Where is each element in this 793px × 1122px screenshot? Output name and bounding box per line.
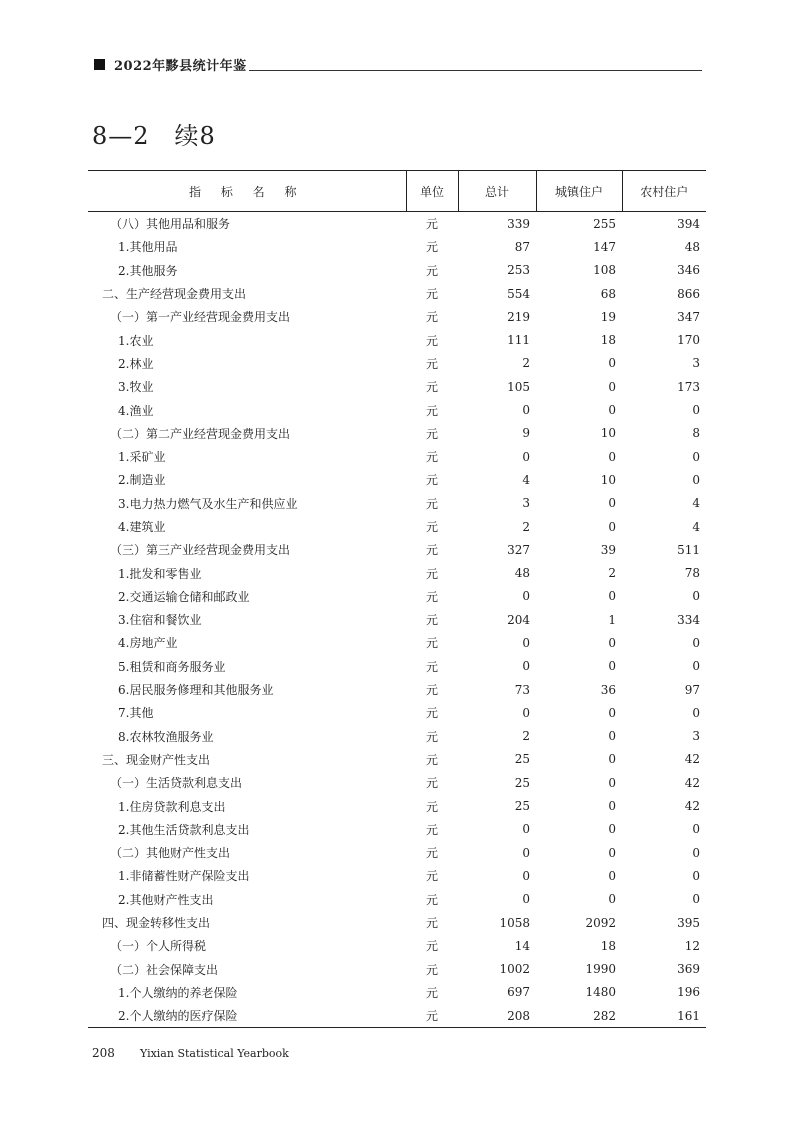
table-row <box>88 561 706 584</box>
row-name: 6.居民服务修理和其他服务业 <box>118 683 274 698</box>
row-name: （一）第一产业经营现金费用支出 <box>110 310 291 325</box>
table-row <box>88 422 706 445</box>
table-row <box>88 305 706 328</box>
row-urban: 0 <box>608 892 616 907</box>
table-row <box>88 608 706 631</box>
row-name: 2.其他财产性支出 <box>118 892 214 907</box>
table-row <box>88 259 706 282</box>
row-urban: 0 <box>608 705 616 720</box>
row-rural: 0 <box>692 635 700 650</box>
row-urban: 0 <box>608 403 616 418</box>
table-row <box>88 328 706 351</box>
row-unit: 元 <box>425 450 438 465</box>
row-urban: 10 <box>600 472 616 487</box>
row-total: 204 <box>507 612 530 627</box>
row-unit: 元 <box>425 310 438 325</box>
row-unit: 元 <box>425 776 438 791</box>
row-total: 2 <box>522 519 530 534</box>
table-row <box>88 282 706 305</box>
row-rural: 0 <box>692 449 700 464</box>
row-rural: 42 <box>684 775 700 790</box>
row-name: 1.采矿业 <box>118 450 166 465</box>
table-row <box>88 445 706 468</box>
row-total: 0 <box>522 845 530 860</box>
row-rural: 346 <box>677 263 700 278</box>
column-header-rural: 农村住户 <box>622 171 706 212</box>
row-name: 4.渔业 <box>118 403 154 418</box>
row-rural: 394 <box>677 216 700 231</box>
row-urban: 0 <box>608 356 616 371</box>
row-urban: 282 <box>536 1004 622 1028</box>
column-header-total: 总计 <box>458 171 536 212</box>
row-unit: 元 <box>425 846 438 861</box>
statistics-table <box>88 170 706 1028</box>
row-urban: 0 <box>608 519 616 534</box>
row-urban: 36 <box>600 682 616 697</box>
row-rural: 0 <box>692 403 700 418</box>
table-row <box>88 888 706 911</box>
row-total: 73 <box>514 682 530 697</box>
row-rural: 347 <box>677 309 700 324</box>
header-rule <box>249 70 702 71</box>
row-name: 2.制造业 <box>118 473 166 488</box>
footer-book-title: Yixian Statistical Yearbook <box>140 1047 289 1060</box>
row-rural: 0 <box>692 589 700 604</box>
row-total: 339 <box>507 216 530 231</box>
table-row <box>88 515 706 538</box>
row-rural: 170 <box>677 333 700 348</box>
table-row <box>88 655 706 678</box>
row-urban: 1 <box>608 612 616 627</box>
table-row <box>88 911 706 934</box>
row-unit: 元 <box>425 426 438 441</box>
row-total: 87 <box>514 239 530 254</box>
square-bullet-icon <box>94 59 105 70</box>
row-unit: 元 <box>425 869 438 884</box>
row-total: 0 <box>522 589 530 604</box>
row-rural: 0 <box>692 659 700 674</box>
column-header-urban: 城镇住户 <box>536 171 622 212</box>
row-rural: 97 <box>684 682 700 697</box>
page-header <box>92 54 702 78</box>
row-rural: 866 <box>677 286 700 301</box>
row-name: （三）第三产业经营现金费用支出 <box>110 543 291 558</box>
table-row <box>88 1004 706 1028</box>
row-rural: 3 <box>692 729 700 744</box>
row-urban: 0 <box>608 449 616 464</box>
row-unit: 元 <box>425 799 438 814</box>
table-row <box>88 934 706 957</box>
row-total: 554 <box>507 286 530 301</box>
row-name: 1.非储蓄性财产保险支出 <box>118 869 250 884</box>
row-urban: 0 <box>608 868 616 883</box>
table-row <box>88 725 706 748</box>
row-urban: 0 <box>608 845 616 860</box>
row-name: （二）第二产业经营现金费用支出 <box>110 426 291 441</box>
row-name: 3.牧业 <box>118 380 154 395</box>
row-rural: 42 <box>684 752 700 767</box>
row-urban: 0 <box>608 729 616 744</box>
row-unit: 元 <box>425 566 438 581</box>
row-unit: 元 <box>425 706 438 721</box>
row-unit: 元 <box>425 520 438 534</box>
row-name: （一）生活贷款利息支出 <box>110 776 243 791</box>
table-row <box>88 235 706 258</box>
table-row <box>88 981 706 1004</box>
row-unit: 元 <box>425 589 438 604</box>
table-row <box>88 585 706 608</box>
row-urban: 18 <box>600 938 616 953</box>
row-total: 25 <box>514 775 530 790</box>
row-total: 0 <box>522 892 530 907</box>
row-rural: 3 <box>692 356 700 371</box>
row-total: 1002 <box>499 962 530 977</box>
row-unit: 元 <box>425 287 438 302</box>
row-total: 9 <box>522 426 530 441</box>
table-row <box>88 841 706 864</box>
row-total: 0 <box>522 705 530 720</box>
row-name: 8.农林牧渔服务业 <box>118 729 214 744</box>
row-urban: 108 <box>593 263 616 278</box>
row-urban: 0 <box>608 589 616 604</box>
column-header-name: 指 标 名 称 <box>88 171 406 212</box>
row-total: 0 <box>522 822 530 837</box>
row-unit: 元 <box>425 380 438 395</box>
row-total: 0 <box>522 449 530 464</box>
row-name: 2.其他服务 <box>118 263 178 278</box>
row-rural: 0 <box>692 472 700 487</box>
row-total: 25 <box>514 752 530 767</box>
row-total: 219 <box>507 309 530 324</box>
table-row <box>88 958 706 981</box>
row-total: 0 <box>522 635 530 650</box>
table-row <box>88 398 706 421</box>
row-rural: 4 <box>692 519 700 534</box>
row-total: 105 <box>507 379 530 394</box>
row-urban: 18 <box>600 333 616 348</box>
table-header-row <box>88 171 706 212</box>
row-rural: 4 <box>692 496 700 511</box>
row-name: 3.住宿和餐饮业 <box>118 613 202 628</box>
row-total: 14 <box>514 938 530 953</box>
row-rural: 12 <box>684 938 700 953</box>
row-name: 5.租赁和商务服务业 <box>118 659 226 674</box>
row-name: 2.林业 <box>118 356 154 371</box>
table-row <box>88 468 706 491</box>
row-rural: 161 <box>622 1004 706 1028</box>
row-rural: 395 <box>677 915 700 930</box>
row-total: 2 <box>522 356 530 371</box>
row-total: 208 <box>458 1004 536 1028</box>
row-unit: 元 <box>425 496 438 511</box>
row-total: 697 <box>507 985 530 1000</box>
row-urban: 1990 <box>585 962 616 977</box>
row-name: 1.农业 <box>118 333 154 348</box>
row-urban: 0 <box>608 799 616 814</box>
row-unit: 元 <box>425 752 438 767</box>
row-total: 253 <box>507 263 530 278</box>
row-unit: 元 <box>406 1004 458 1028</box>
row-name: 1.个人缴纳的养老保险 <box>118 985 238 1000</box>
row-unit: 元 <box>425 659 438 674</box>
row-total: 111 <box>507 333 530 348</box>
row-name: 1.住房贷款利息支出 <box>118 799 226 814</box>
table-title: 8—2 续8 <box>92 122 216 150</box>
row-unit: 元 <box>425 473 438 488</box>
row-name: （二）社会保障支出 <box>110 962 219 977</box>
row-unit: 元 <box>425 636 438 651</box>
table-row <box>88 748 706 771</box>
row-unit: 元 <box>425 939 438 954</box>
row-urban: 2092 <box>585 915 616 930</box>
table-row <box>88 771 706 794</box>
row-total: 1058 <box>499 915 530 930</box>
table-row <box>88 538 706 561</box>
row-unit: 元 <box>425 217 438 232</box>
yearbook-title: 2022年黟县统计年鉴 <box>114 59 247 74</box>
row-unit: 元 <box>425 683 438 698</box>
row-unit: 元 <box>425 613 438 628</box>
row-name: （二）其他财产性支出 <box>110 846 231 861</box>
row-name: 1.批发和零售业 <box>118 566 202 581</box>
row-unit: 元 <box>425 333 438 348</box>
row-unit: 元 <box>425 263 438 278</box>
row-total: 0 <box>522 403 530 418</box>
column-header-unit: 单位 <box>406 171 458 212</box>
table-row <box>88 678 706 701</box>
row-rural: 173 <box>677 379 700 394</box>
row-rural: 511 <box>677 542 700 557</box>
row-rural: 0 <box>692 705 700 720</box>
row-name: 3.电力热力燃气及水生产和供应业 <box>118 496 298 511</box>
row-unit: 元 <box>425 962 438 977</box>
row-urban: 39 <box>600 542 616 557</box>
row-total: 4 <box>522 472 530 487</box>
row-rural: 196 <box>677 985 700 1000</box>
row-name: 三、现金财产性支出 <box>102 752 211 767</box>
table-row <box>88 631 706 654</box>
table-row <box>88 352 706 375</box>
row-name: 1.其他用品 <box>118 240 178 255</box>
row-unit: 元 <box>425 240 438 255</box>
row-urban: 255 <box>593 216 616 231</box>
row-name: （一）个人所得税 <box>110 939 207 954</box>
table-row <box>88 492 706 515</box>
table-row <box>88 818 706 841</box>
page-number: 208 <box>92 1046 115 1060</box>
row-rural: 369 <box>677 962 700 977</box>
row-name: 7.其他 <box>118 706 154 721</box>
row-total: 48 <box>514 566 530 581</box>
row-unit: 元 <box>425 985 438 1000</box>
row-urban: 0 <box>608 496 616 511</box>
row-total: 0 <box>522 868 530 883</box>
row-name: 4.房地产业 <box>118 636 178 651</box>
row-rural: 0 <box>692 892 700 907</box>
row-name: （八）其他用品和服务 <box>110 217 231 232</box>
row-urban: 0 <box>608 775 616 790</box>
row-urban: 147 <box>593 239 616 254</box>
row-urban: 19 <box>600 309 616 324</box>
row-rural: 42 <box>684 799 700 814</box>
row-name: 4.建筑业 <box>118 520 166 534</box>
row-unit: 元 <box>425 822 438 837</box>
table-row <box>88 701 706 724</box>
row-urban: 0 <box>608 659 616 674</box>
row-urban: 0 <box>608 752 616 767</box>
row-name: 2.交通运输仓储和邮政业 <box>118 589 250 604</box>
row-total: 3 <box>522 496 530 511</box>
row-unit: 元 <box>425 403 438 418</box>
table-row <box>88 794 706 817</box>
row-total: 2 <box>522 729 530 744</box>
row-rural: 8 <box>692 426 700 441</box>
row-unit: 元 <box>425 543 438 558</box>
row-rural: 0 <box>692 845 700 860</box>
row-urban: 10 <box>600 426 616 441</box>
row-total: 0 <box>522 659 530 674</box>
row-rural: 0 <box>692 822 700 837</box>
row-name: 2.个人缴纳的医疗保险 <box>88 1004 406 1028</box>
row-urban: 0 <box>608 635 616 650</box>
row-rural: 78 <box>684 566 700 581</box>
row-rural: 0 <box>692 868 700 883</box>
row-name: 四、现金转移性支出 <box>102 916 211 931</box>
table-row <box>88 375 706 398</box>
row-urban: 2 <box>608 566 616 581</box>
row-urban: 0 <box>608 822 616 837</box>
row-total: 25 <box>514 799 530 814</box>
row-name: 2.其他生活贷款利息支出 <box>118 822 250 837</box>
table-row <box>88 212 706 236</box>
row-total: 327 <box>507 542 530 557</box>
row-rural: 334 <box>677 612 700 627</box>
row-name: 二、生产经营现金费用支出 <box>102 287 247 302</box>
row-unit: 元 <box>425 356 438 371</box>
row-unit: 元 <box>425 729 438 744</box>
table-row <box>88 864 706 887</box>
row-urban: 1480 <box>585 985 616 1000</box>
row-unit: 元 <box>425 916 438 931</box>
row-urban: 68 <box>600 286 616 301</box>
row-rural: 48 <box>684 239 700 254</box>
row-unit: 元 <box>425 892 438 907</box>
row-urban: 0 <box>608 379 616 394</box>
